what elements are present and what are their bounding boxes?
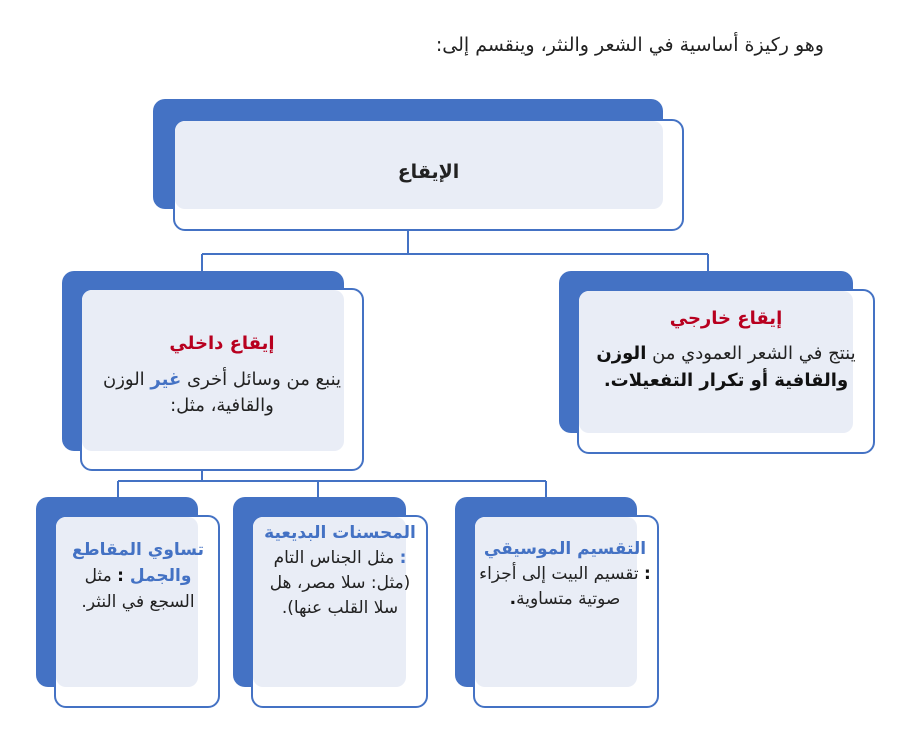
root-node: [153, 99, 684, 231]
internal-text-after: الوزن والقافية، مثل:: [102, 369, 274, 416]
external-text-plain: ينتج في الشعر العمودي من: [652, 343, 856, 364]
musical-node-colon: :: [644, 564, 651, 584]
rhetorical-node-colon: :: [399, 548, 407, 568]
internal-node-title: إيقاع داخلي: [169, 333, 275, 354]
internal-node-content: [92, 331, 352, 419]
external-text-bold: الوزن والقافية أو تكرار التفعيلات.: [596, 343, 849, 391]
equal-syllables-node: [36, 497, 220, 708]
intro-text: وهو ركيزة أساسية في الشعر والنثر، وينقسم إلى:: [435, 34, 824, 56]
rhetorical-node-text: مثل الجناس التام (مثل: سلا مصر، هل سلا القلب عنها).: [269, 548, 411, 618]
internal-text-before: ينبع من وسائل أخرى: [187, 369, 342, 390]
musical-division-node: [455, 497, 659, 708]
external-rhythm-node: [559, 271, 875, 454]
external-node-content: [585, 305, 867, 394]
equal-node-content: [64, 537, 212, 615]
equal-node-title: تساوي المقاطع والجمل: [72, 540, 204, 586]
internal-node-text: [92, 367, 352, 419]
internal-rhythm-node: [62, 271, 364, 471]
equal-node-colon: :: [117, 566, 130, 586]
external-node-text: [585, 340, 867, 394]
musical-node-content: [479, 537, 651, 612]
internal-text-keyword: غير: [150, 369, 182, 390]
equal-node-text: مثل السجع في النثر.: [81, 566, 195, 612]
rhetorical-node-content: [259, 521, 421, 621]
external-node-title: إيقاع خارجي: [669, 308, 783, 329]
musical-node-end: .: [509, 589, 517, 609]
musical-node-text: تقسيم البيت إلى أجزاء صوتية متساوية: [479, 564, 639, 609]
musical-node-title: التقسيم الموسيقي: [483, 539, 647, 559]
rhetorical-node-title: المحسنات البديعية: [264, 523, 416, 543]
rhetorical-node: [233, 497, 428, 708]
root-node-title: الإيقاع: [397, 161, 460, 183]
